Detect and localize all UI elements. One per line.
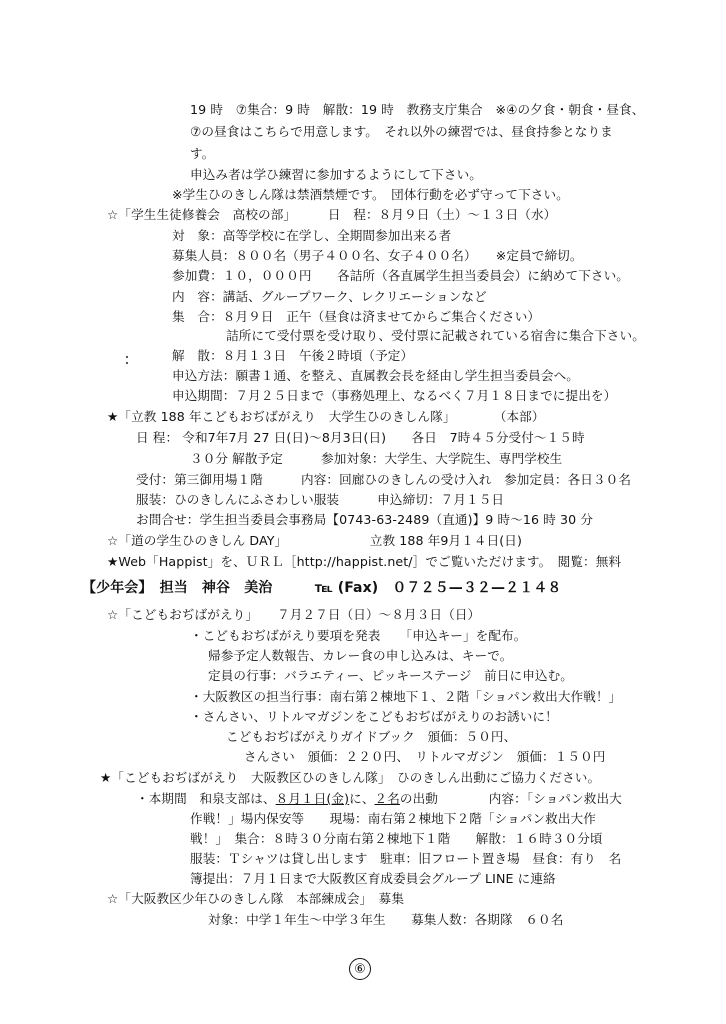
text-line: 服装：Ｔシャツは貸し出します 駐車：旧フロート置き場 昼食：有り 名 [190, 851, 622, 866]
text-line: ・大阪教区の担当行事：南右第２棟地下１、２階「ショパン救出大作戦！」 [190, 689, 622, 704]
text-line: 簿提出：７月１日まで大阪教区育成委員会グループ LINE に連絡 [190, 871, 556, 886]
section-heading: ★「立教 188 年こどもおぢばがえり 大学生ひのきしん隊」 （本部） [107, 409, 545, 424]
text-line: 申込み者は学ひ練習に参加するようにして下さい。 [190, 167, 482, 182]
section-heading: ★「こどもおぢばがえり 大阪教区ひのきしん隊」 ひのきしん出動にご協力ください。 [100, 770, 601, 785]
section-heading: ☆「こどもおぢばがえり」 ７月２７日（日）～８月３日（日） [107, 607, 481, 622]
text-line: 解 散：８月１３日 午後２時頃（予定） [172, 348, 414, 363]
section-title-shonenkai: 【少年会】 担当 神谷 美治 ℡ (Fax) ０７２５—３２—２１４８ [82, 580, 562, 596]
text-line: 募集人員：８００名（男子４００名、女子４００名） ※定員で締切。 [172, 248, 583, 263]
text-line: 参加費：１０，０００円 各詰所（各直属学生担当委員会）に納めて下さい。 [172, 268, 629, 283]
text-line: ３０分 解散予定 参加対象：大学生、大学院生、専門学校生 [190, 451, 563, 466]
text-line: さんさい 頒価：２２０円、 リトルマガジン 頒価：１５０円 [244, 749, 606, 764]
text-line: 申込期間：７月２５日まで（事務処理上、なるべく７月１８日までに提出を） [172, 388, 617, 403]
text-line: 日 程： 令和7年7月 27 日(日)～8月3日(日) 各日 7時４５分受付～１５時 [136, 430, 585, 445]
section-heading: ☆「道の学生ひのきしん DAY」 立教 188 年9月１４日(日) [107, 533, 523, 548]
text-line: 受付：第三御用場１階 内容：回廊ひのきしんの受け入れ 参加定員：各日３０名 [136, 472, 632, 487]
text-line: 帰参予定人数報告、カレー食の申し込みは、キーで。 [208, 648, 513, 663]
page-number: ⑥ [349, 958, 371, 980]
text-line: 申込方法：願書１通、を整え、直属教会長を経由し学生担当委員会へ。 [172, 368, 579, 383]
section-heading: ☆「学生生徒修養会 高校の部」 日 程：８月９日（土）～１３日（水） [107, 207, 557, 222]
text-line: 服装：ひのきしんにふさわしい服装 申込締切：７月１５日 [136, 492, 505, 507]
text-line: 戦！」 集合：８時３０分南右第２棟地下１階 解散：１６時３０分頃 [190, 831, 603, 846]
text-line: お問合せ：学生担当委員会事務局【0743-63-2489（直通)】9 時～16 時 30 分 [136, 512, 594, 527]
text-line: 対象：中学１年生～中学３年生 募集人数：各期隊 ６０名 [208, 912, 564, 927]
text-span: に、 [349, 791, 375, 806]
stray-mark [126, 362, 128, 364]
text-line: ★Web「Happist」を、ＵＲＬ［http://happist.net/］でご覧いただけます。 閲覧：無料 [107, 554, 622, 569]
text-line: 19 時 ⑦集合：9 時 解散：19 時 教務支庁集合 ※④の夕食・朝食・昼食、 [190, 102, 645, 117]
text-line: 対 象：高等学校に在学し、全期間参加出来る者 [172, 228, 452, 243]
text-span: ・本期間 和泉支部は、 [136, 791, 276, 806]
text-line: 集 合：８月９日 正午（昼食は済ませてからご集合ください） [172, 309, 541, 324]
text-line: 作戦！」場内保安等 現場：南右第２棟地下２階「ショパン救出大作 [190, 811, 596, 826]
text-line [136, 791, 622, 807]
text-line: ・こどもおぢばがえり要項を発表 「申込キー」を配布。 [190, 628, 527, 643]
text-line: ※学生ひのきしん隊は禁酒禁煙です。 団体行動を必ず守って下さい。 [172, 187, 569, 202]
underlined-date: ８月１日(金) [275, 791, 350, 806]
underlined-count: ２名 [374, 791, 400, 806]
text-line: 詰所にて受付票を受け取り、受付票に記載されている宿舎に集合下さい。 [226, 328, 645, 343]
stray-mark [126, 356, 128, 358]
text-line: 定員の行事：バラエティー、ピッキーステージ 前日に申込む。 [208, 668, 573, 683]
text-line: 内 容：講話、グループワーク、レクリエーションなど [172, 289, 487, 304]
text-line: こどもおぢばがえりガイドブック 頒価：５０円、 [226, 729, 517, 744]
section-heading: ☆「大阪教区少年ひのきしん隊 本部練成会」 募集 [107, 891, 405, 906]
text-line: す。 [190, 146, 215, 161]
text-line: ⑦の昼食はこちらで用意します。 それ以外の練習では、昼食持参となりま [190, 124, 613, 139]
text-span: の出動 内容：「ショパン救出大 [399, 791, 622, 806]
text-line: ・さんさい、リトルマガジンをこどもおぢばがえりのお誘いに！ [190, 709, 558, 724]
